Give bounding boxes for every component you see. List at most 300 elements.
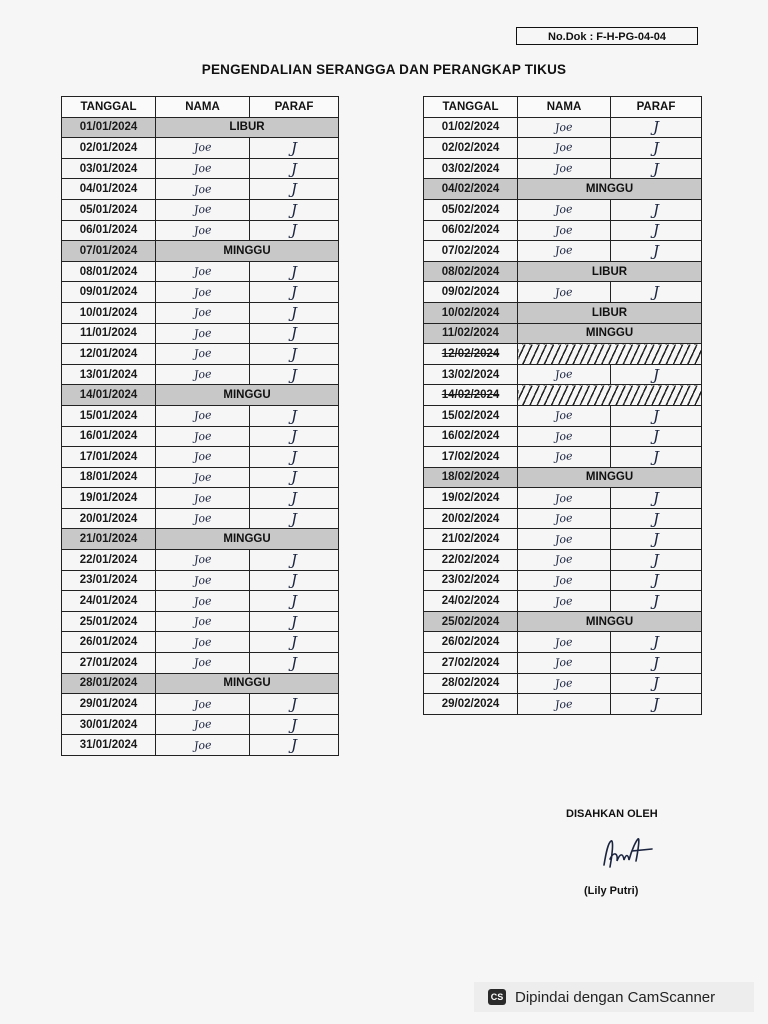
initial-signature: J <box>652 489 659 508</box>
header-name: NAMA <box>156 97 250 118</box>
initial-cell <box>250 447 339 468</box>
name-signature: Joe <box>193 470 212 485</box>
date-text: 03/02/2024 <box>441 162 500 175</box>
date-text: 28/01/2024 <box>79 677 138 690</box>
date-text: 27/02/2024 <box>441 656 500 669</box>
name-signature: Joe <box>193 202 212 217</box>
holiday-label: MINGGU <box>518 323 702 344</box>
initial-cell <box>250 611 339 632</box>
initial-signature: J <box>290 447 297 466</box>
table-row <box>62 653 339 674</box>
initial-cell <box>250 405 339 426</box>
date-cell <box>62 323 156 344</box>
table-row <box>424 591 702 612</box>
table-row <box>62 550 339 571</box>
name-signature: Joe <box>193 449 212 464</box>
approval-signature <box>596 835 656 875</box>
initial-cell <box>250 344 339 365</box>
name-signature: Joe <box>193 367 212 382</box>
table-row <box>62 694 339 715</box>
date-text: 20/02/2024 <box>441 512 500 525</box>
initial-signature: J <box>652 509 659 528</box>
table-row <box>424 632 702 653</box>
table-row <box>62 241 339 262</box>
date-cell <box>424 467 518 488</box>
date-text: 19/02/2024 <box>441 492 500 505</box>
name-cell <box>156 158 250 179</box>
name-signature: Joe <box>193 655 212 670</box>
name-cell <box>518 550 611 571</box>
date-text: 12/01/2024 <box>79 347 138 360</box>
initial-signature: J <box>290 736 297 755</box>
table-row <box>62 508 339 529</box>
name-signature: Joe <box>193 429 212 444</box>
initial-cell <box>250 158 339 179</box>
date-text: 07/02/2024 <box>441 244 500 257</box>
january-log-table <box>61 96 339 756</box>
holiday-label: LIBUR <box>518 302 702 323</box>
initial-cell <box>250 714 339 735</box>
table-row <box>62 405 339 426</box>
name-signature: Joe <box>554 655 574 670</box>
initial-cell <box>611 529 702 550</box>
date-cell <box>424 241 518 262</box>
header-date: TANGGAL <box>62 97 156 118</box>
header-name: NAMA <box>518 97 611 118</box>
initial-signature: J <box>652 283 659 302</box>
initial-signature: J <box>290 633 297 652</box>
date-cell <box>424 302 518 323</box>
name-signature: Joe <box>193 573 212 588</box>
name-signature: Joe <box>193 285 212 300</box>
date-cell <box>424 282 518 303</box>
date-cell <box>424 529 518 550</box>
date-text: 12/02/2024 <box>441 347 500 360</box>
table-row <box>62 426 339 447</box>
initial-cell <box>611 550 702 571</box>
table-row <box>424 673 702 694</box>
date-cell <box>62 570 156 591</box>
initial-signature: J <box>290 180 297 199</box>
date-cell <box>424 632 518 653</box>
name-signature: Joe <box>554 243 574 259</box>
date-cell <box>62 261 156 282</box>
date-cell <box>62 488 156 509</box>
name-cell <box>518 138 611 159</box>
name-cell <box>518 632 611 653</box>
table-row <box>424 117 702 138</box>
name-cell <box>156 735 250 756</box>
initial-signature: J <box>652 571 659 590</box>
table-row <box>424 694 702 715</box>
table-row <box>62 158 339 179</box>
initial-cell <box>611 653 702 674</box>
name-cell <box>518 199 611 220</box>
initial-signature: J <box>290 571 297 590</box>
date-text: 24/01/2024 <box>79 595 138 608</box>
initial-signature: J <box>290 489 297 508</box>
date-cell <box>62 158 156 179</box>
name-cell <box>156 261 250 282</box>
date-text: 09/01/2024 <box>79 286 138 299</box>
table-row <box>424 261 702 282</box>
date-cell <box>424 488 518 509</box>
table-row <box>62 117 339 138</box>
initial-signature: J <box>652 695 659 714</box>
date-text: 31/01/2024 <box>79 739 138 752</box>
name-signature: Joe <box>554 552 574 567</box>
date-cell <box>424 611 518 632</box>
date-text: 20/01/2024 <box>79 512 138 525</box>
name-signature: Joe <box>554 511 574 526</box>
date-text: 05/01/2024 <box>79 203 138 216</box>
date-text: 14/02/2024 <box>441 389 500 402</box>
crossed-out-cell <box>518 344 702 365</box>
date-text: 29/02/2024 <box>441 698 500 711</box>
initial-cell <box>611 673 702 694</box>
name-cell <box>518 694 611 715</box>
holiday-label: MINGGU <box>518 611 702 632</box>
initial-signature: J <box>652 365 659 384</box>
table-row <box>62 611 339 632</box>
initial-cell <box>611 117 702 138</box>
initial-cell <box>250 653 339 674</box>
date-cell <box>62 199 156 220</box>
initial-cell <box>250 179 339 200</box>
date-cell <box>424 673 518 694</box>
header-initial: PARAF <box>611 97 702 118</box>
date-cell <box>62 653 156 674</box>
camscanner-icon: CS <box>488 989 506 1005</box>
date-text: 01/01/2024 <box>79 121 138 134</box>
table-row <box>62 179 339 200</box>
name-cell <box>156 611 250 632</box>
name-cell <box>518 158 611 179</box>
name-cell <box>156 653 250 674</box>
initial-cell <box>611 364 702 385</box>
date-cell <box>424 447 518 468</box>
initial-cell <box>611 199 702 220</box>
initial-signature: J <box>652 633 659 652</box>
document-number: No.Dok : F-H-PG-04-04 <box>516 27 698 45</box>
date-cell <box>62 529 156 550</box>
scanner-text: Dipindai dengan CamScanner <box>515 988 716 1006</box>
initial-cell <box>250 591 339 612</box>
initial-signature: J <box>290 221 297 240</box>
name-cell <box>156 323 250 344</box>
table-header-row <box>62 97 339 118</box>
initial-cell <box>611 694 702 715</box>
header-date: TANGGAL <box>424 97 518 118</box>
initial-signature: J <box>652 427 659 446</box>
crossed-out-cell <box>518 385 702 406</box>
name-signature: Joe <box>193 223 212 238</box>
name-signature: Joe <box>554 676 574 691</box>
initial-cell <box>250 488 339 509</box>
date-text: 10/02/2024 <box>441 306 500 319</box>
name-cell <box>156 405 250 426</box>
table-row <box>424 447 702 468</box>
date-cell <box>62 117 156 138</box>
date-cell <box>424 426 518 447</box>
date-text: 24/02/2024 <box>441 595 500 608</box>
table-row <box>424 550 702 571</box>
name-cell <box>518 653 611 674</box>
date-cell <box>424 323 518 344</box>
table-row <box>424 323 702 344</box>
name-cell <box>156 467 250 488</box>
table-row <box>62 220 339 241</box>
date-text: 13/02/2024 <box>441 368 500 381</box>
name-cell <box>518 241 611 262</box>
date-text: 21/01/2024 <box>79 533 138 546</box>
date-cell <box>424 694 518 715</box>
name-cell <box>518 570 611 591</box>
date-text: 10/01/2024 <box>79 306 138 319</box>
name-signature: Joe <box>554 696 574 712</box>
name-cell <box>156 632 250 653</box>
name-signature: Joe <box>193 305 212 320</box>
name-signature: Joe <box>193 552 212 567</box>
date-cell <box>62 344 156 365</box>
name-cell <box>518 488 611 509</box>
date-text: 29/01/2024 <box>79 698 138 711</box>
name-signature: Joe <box>554 285 574 300</box>
date-cell <box>62 508 156 529</box>
table-row <box>424 467 702 488</box>
table-row <box>424 220 702 241</box>
holiday-label: MINGGU <box>518 179 702 200</box>
table-row <box>62 529 339 550</box>
initial-cell <box>250 220 339 241</box>
date-text: 06/01/2024 <box>79 224 138 237</box>
name-signature: Joe <box>193 326 212 341</box>
name-signature: Joe <box>193 408 212 423</box>
date-text: 17/01/2024 <box>79 450 138 463</box>
february-log-table <box>423 96 702 715</box>
initial-cell <box>611 426 702 447</box>
table-row <box>424 570 702 591</box>
date-text: 22/01/2024 <box>79 553 138 566</box>
date-cell <box>62 550 156 571</box>
date-cell <box>62 447 156 468</box>
initial-signature: J <box>290 283 297 302</box>
date-cell <box>424 220 518 241</box>
name-cell <box>156 220 250 241</box>
initial-cell <box>611 241 702 262</box>
initial-cell <box>611 282 702 303</box>
date-text: 06/02/2024 <box>441 224 500 237</box>
initial-cell <box>250 694 339 715</box>
date-cell <box>62 611 156 632</box>
date-text: 03/01/2024 <box>79 162 138 175</box>
name-signature: Joe <box>193 614 212 629</box>
name-cell <box>156 199 250 220</box>
initial-cell <box>250 632 339 653</box>
name-signature: Joe <box>554 408 574 423</box>
date-text: 22/02/2024 <box>441 553 500 566</box>
table-row <box>62 138 339 159</box>
name-cell <box>156 694 250 715</box>
initial-signature: J <box>290 303 297 322</box>
table-row <box>62 714 339 735</box>
name-signature: Joe <box>554 635 574 650</box>
holiday-label: MINGGU <box>156 385 339 406</box>
name-cell <box>156 488 250 509</box>
initial-cell <box>250 138 339 159</box>
name-cell <box>518 220 611 241</box>
date-text: 16/01/2024 <box>79 430 138 443</box>
name-cell <box>156 447 250 468</box>
table-row <box>424 364 702 385</box>
name-signature: Joe <box>554 140 574 156</box>
date-cell <box>424 364 518 385</box>
initial-signature: J <box>290 138 297 157</box>
initial-signature: J <box>652 221 659 240</box>
date-text: 21/02/2024 <box>441 533 500 546</box>
table-row <box>424 529 702 550</box>
name-cell <box>156 591 250 612</box>
date-text: 16/02/2024 <box>441 430 500 443</box>
date-text: 11/02/2024 <box>442 327 499 340</box>
date-cell <box>424 261 518 282</box>
initial-cell <box>611 138 702 159</box>
date-cell <box>62 138 156 159</box>
page-title: PENGENDALIAN SERANGGA DAN PERANGKAP TIKUS <box>201 62 567 77</box>
date-cell <box>62 179 156 200</box>
date-cell <box>62 282 156 303</box>
date-cell <box>62 673 156 694</box>
holiday-label: MINGGU <box>156 529 339 550</box>
date-cell <box>424 179 518 200</box>
initial-cell <box>250 323 339 344</box>
holiday-label: LIBUR <box>156 117 339 138</box>
initial-cell <box>250 508 339 529</box>
initial-signature: J <box>652 138 659 157</box>
name-cell <box>518 117 611 138</box>
table-row <box>424 138 702 159</box>
date-cell <box>62 467 156 488</box>
name-signature: Joe <box>193 182 212 197</box>
name-signature: Joe <box>193 161 212 176</box>
name-signature: Joe <box>193 140 212 156</box>
initial-cell <box>250 364 339 385</box>
table-row <box>62 199 339 220</box>
table-row <box>424 241 702 262</box>
initial-cell <box>250 282 339 303</box>
date-text: 14/01/2024 <box>79 389 138 402</box>
date-text: 08/02/2024 <box>441 265 500 278</box>
initial-signature: J <box>652 159 659 178</box>
table-row <box>62 261 339 282</box>
table-row <box>62 344 339 365</box>
initial-cell <box>250 570 339 591</box>
date-cell <box>424 405 518 426</box>
date-text: 30/01/2024 <box>79 718 138 731</box>
approver-name: (Lily Putri) <box>584 885 639 897</box>
name-signature: Joe <box>193 593 212 609</box>
name-signature: Joe <box>554 202 574 217</box>
date-text: 15/01/2024 <box>79 409 138 422</box>
date-cell <box>424 385 518 406</box>
table-row <box>424 508 702 529</box>
name-cell <box>518 508 611 529</box>
date-text: 18/02/2024 <box>441 471 500 484</box>
initial-cell <box>611 158 702 179</box>
name-cell <box>156 138 250 159</box>
name-cell <box>156 714 250 735</box>
table-row <box>62 467 339 488</box>
initial-cell <box>611 488 702 509</box>
initial-cell <box>250 467 339 488</box>
initial-signature: J <box>290 159 297 178</box>
name-cell <box>518 405 611 426</box>
holiday-label: MINGGU <box>518 467 702 488</box>
name-cell <box>156 550 250 571</box>
table-row <box>424 282 702 303</box>
table-row <box>62 591 339 612</box>
initial-cell <box>250 261 339 282</box>
name-signature: Joe <box>193 490 212 506</box>
name-cell <box>518 426 611 447</box>
table-row <box>62 385 339 406</box>
initial-cell <box>611 447 702 468</box>
name-cell <box>518 529 611 550</box>
date-text: 05/02/2024 <box>441 203 500 216</box>
table-row <box>62 447 339 468</box>
date-cell <box>62 735 156 756</box>
name-cell <box>156 282 250 303</box>
name-signature: Joe <box>554 367 574 382</box>
name-cell <box>518 591 611 612</box>
date-cell <box>62 632 156 653</box>
date-text: 17/02/2024 <box>441 450 500 463</box>
name-cell <box>156 344 250 365</box>
date-text: 13/01/2024 <box>79 368 138 381</box>
name-signature: Joe <box>554 161 574 176</box>
date-text: 15/02/2024 <box>441 409 500 422</box>
name-signature: Joe <box>554 593 574 609</box>
date-cell <box>62 302 156 323</box>
name-cell <box>156 508 250 529</box>
name-signature: Joe <box>554 429 574 444</box>
table-row <box>62 364 339 385</box>
initial-cell <box>250 302 339 323</box>
name-cell <box>156 302 250 323</box>
date-text: 01/02/2024 <box>441 121 500 134</box>
initial-cell <box>611 591 702 612</box>
initial-cell <box>250 735 339 756</box>
initial-signature: J <box>652 241 659 260</box>
table-row <box>62 302 339 323</box>
table-row <box>424 405 702 426</box>
table-row <box>424 302 702 323</box>
name-signature: Joe <box>554 490 574 506</box>
date-text: 07/01/2024 <box>79 244 138 257</box>
initial-cell <box>611 220 702 241</box>
date-cell <box>424 550 518 571</box>
date-text: 09/02/2024 <box>441 286 500 299</box>
date-cell <box>424 508 518 529</box>
date-cell <box>62 694 156 715</box>
table-row <box>62 632 339 653</box>
initial-signature: J <box>652 653 659 672</box>
initial-signature: J <box>290 509 297 528</box>
table-row <box>424 158 702 179</box>
date-cell <box>62 405 156 426</box>
initial-signature: J <box>290 612 297 631</box>
date-text: 25/01/2024 <box>79 615 138 628</box>
